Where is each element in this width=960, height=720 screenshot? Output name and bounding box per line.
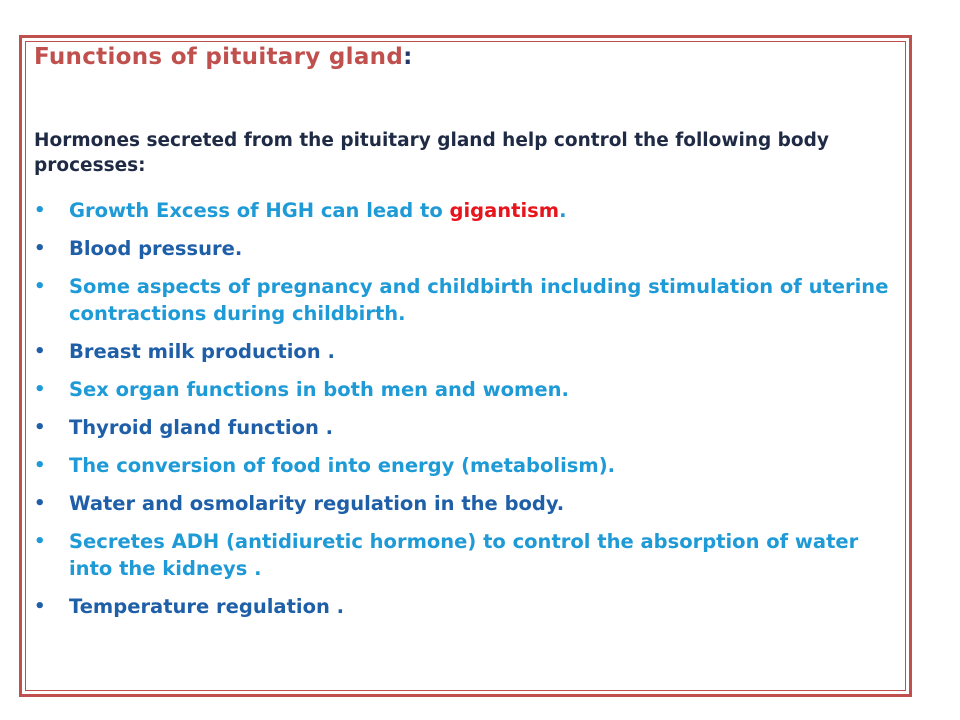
bullet-item-sex-organ — [34, 376, 894, 403]
bullet-item-pregnancy — [34, 273, 894, 327]
bullet-dot: • — [34, 493, 46, 514]
bullet-dot: • — [34, 531, 46, 552]
title-colon: : — [403, 44, 413, 70]
bullet-dot: • — [34, 596, 46, 617]
bullet-text: Secretes ADH (antidiuretic hormone) to control the absorption of water into the kidneys . — [69, 530, 859, 580]
bullet-text: Blood pressure. — [69, 237, 243, 260]
bullet-item-thyroid — [34, 414, 894, 441]
bullet-list — [34, 197, 894, 631]
bullet-text: The conversion of food into energy (metabolism). — [69, 454, 616, 477]
bullet-item-water-regulation — [34, 490, 894, 517]
bullet-item-metabolism — [34, 452, 894, 479]
bullet-text: Water and osmolarity regulation in the body. — [69, 492, 565, 515]
bullet-dot: • — [34, 276, 46, 297]
bullet-text: Growth Excess of HGH can lead to — [69, 199, 450, 222]
bullet-dot: • — [34, 379, 46, 400]
bullet-item-adh — [34, 528, 894, 582]
bullet-text: Breast milk production . — [69, 340, 335, 363]
intro-text: Hormones secreted from the pituitary gland help control the following body processes: — [34, 130, 829, 176]
bullet-dot: • — [34, 341, 46, 362]
bullet-item-temperature — [34, 593, 894, 620]
bullet-dot: • — [34, 417, 46, 438]
title-text: Functions of pituitary gland — [34, 44, 404, 70]
bullet-item-breast-milk — [34, 338, 894, 365]
bullet-dot: • — [34, 200, 46, 221]
bullet-suffix: . — [559, 199, 567, 222]
bullet-text: Temperature regulation . — [69, 595, 345, 618]
bullet-dot: • — [34, 455, 46, 476]
bullet-item-growth — [34, 197, 894, 224]
bullet-highlight-gigantism: gigantism — [449, 199, 560, 222]
bullet-text: Thyroid gland function . — [69, 416, 334, 439]
slide-title — [34, 44, 413, 70]
bullet-dot: • — [34, 238, 46, 259]
bullet-text: Some aspects of pregnancy and childbirth including stimulation of uterine contractions during childbirth. — [69, 275, 889, 325]
bullet-item-blood-pressure — [34, 235, 894, 262]
bullet-text: Sex organ functions in both men and women. — [69, 378, 569, 401]
